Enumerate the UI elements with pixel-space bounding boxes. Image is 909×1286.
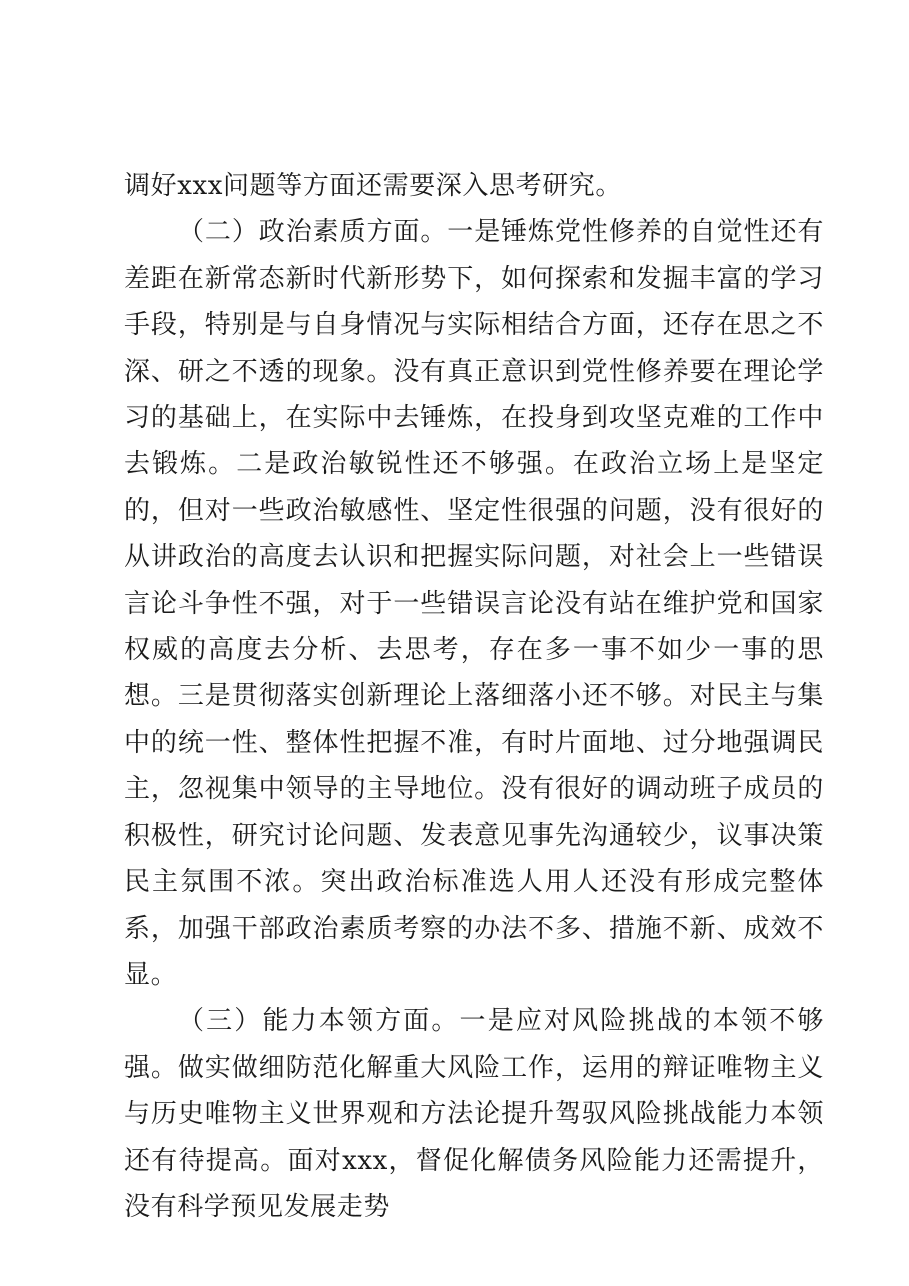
paragraph-political-quality: （二）政治素质方面。一是锤炼党性修养的自觉性还有差距在新常态新时代新形势下，如何探索和发掘丰富的学习手段，特别是与自身情况与实际相结合方面，还存在思之不深、研之不透的现象。没有真正意识到党性修养要在理论学习的基础上，在实际中去锤炼，在投身到攻坚克难的工作中去锻炼。二是政治敏锐性还不够强。在政治立场上是坚定的，但对一些政治敏感性、坚定性很强的问题，没有很好的从讲政治的高度去认识和把握实际问题，对社会上一些错误言论斗争性不强，对于一些错误言论没有站在维护党和国家权威的高度去分析、去思考，存在多一事不如少一事的思想。三是贯彻落实创新理论上落细落小还不够。对民主与集中的统一性、整体性把握不准，有时片面地、过分地强调民主，忽视集中领导的主导地位。没有很好的调动班子成员的积极性，研究讨论问题、发表意见事先沟通较少，议事决策民主氛围不浓。突出政治标准选人用人还没有形成完整体系，加强干部政治素质考察的办法不多、措施不新、成效不显。 — [124, 217, 824, 990]
paragraph-ability: （三）能力本领方面。一是应对风险挑战的本领不够强。做实做细防范化解重大风险工作，运用的辩证唯物主义与历史唯物主义世界观和方法论提升驾驭风险挑战能力本领还有待提高。面对xxx，督促化解债务风险能力还需提升，没有科学预见发展走势 — [124, 1006, 824, 1222]
paragraph-continuation: 调好xxx问题等方面还需要深入思考研究。 — [124, 171, 622, 201]
document-body — [124, 163, 824, 1230]
